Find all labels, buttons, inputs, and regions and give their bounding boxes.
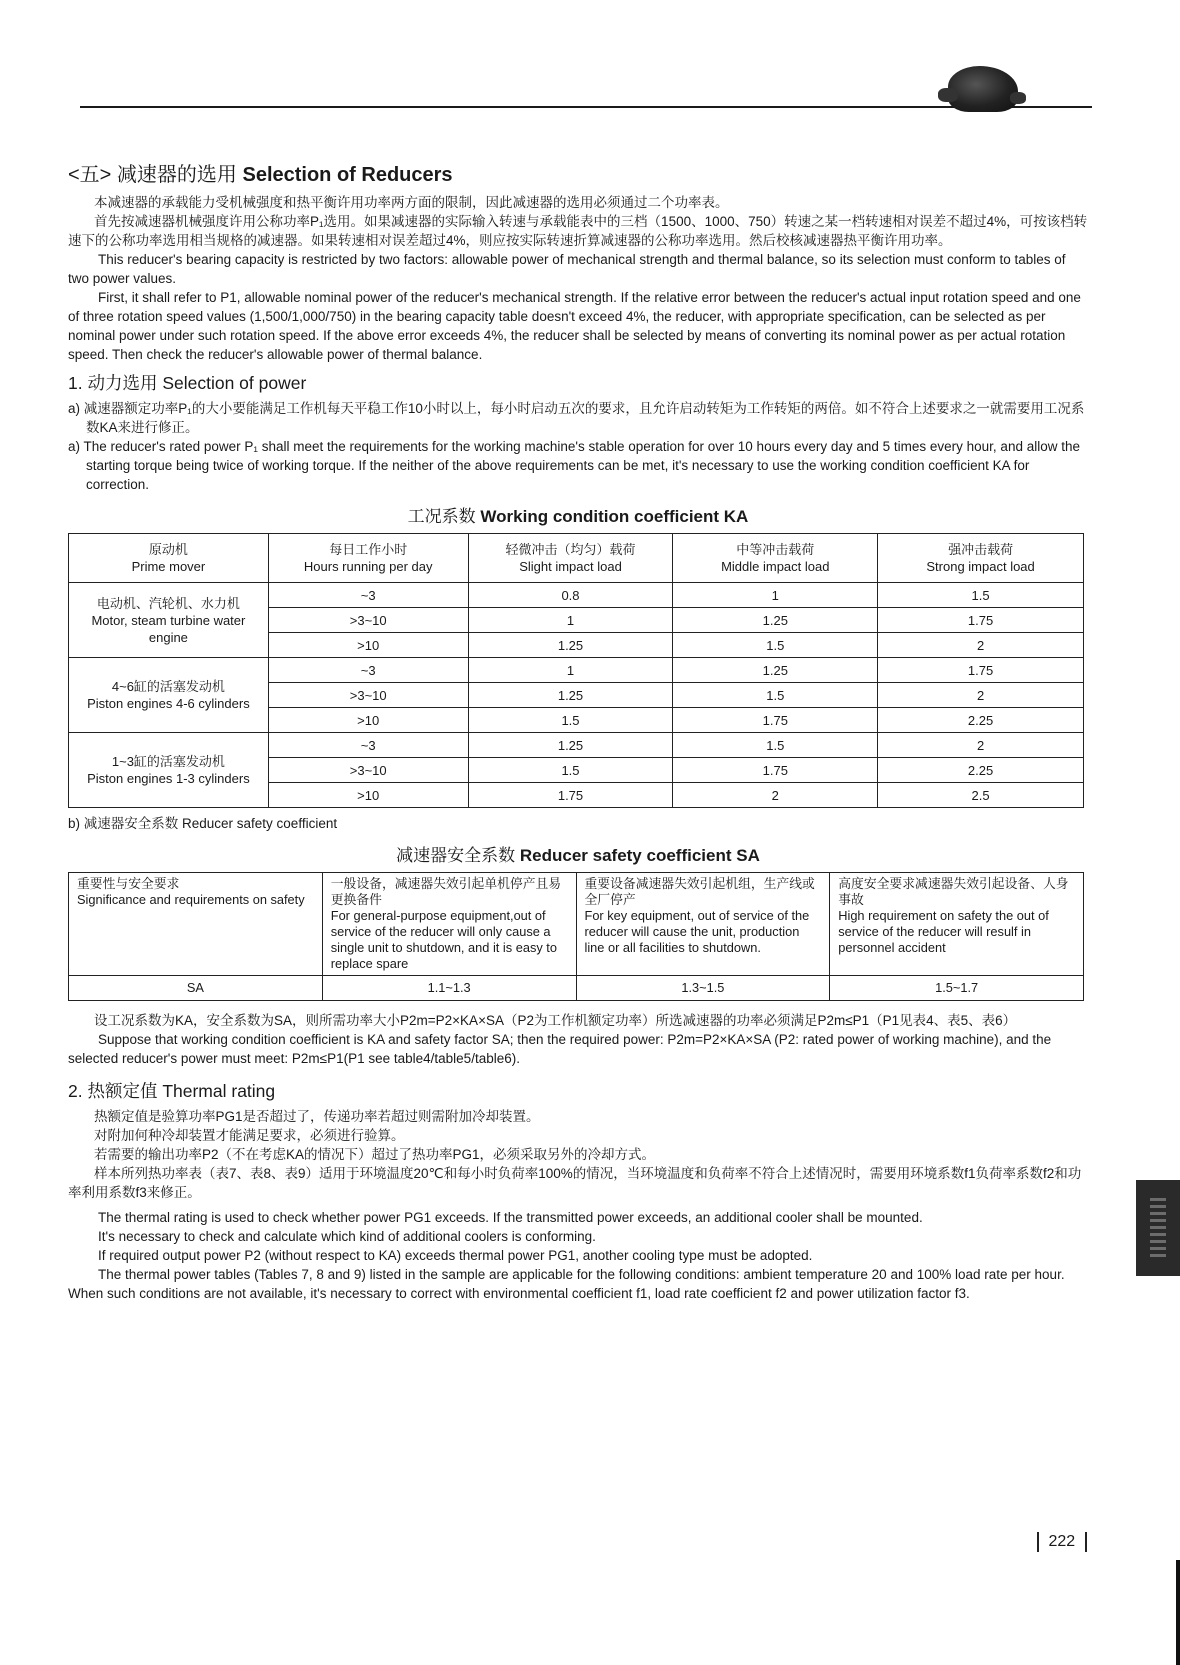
thermal-en-4: The thermal power tables (Tables 7, 8 and 9) listed in the sample are applicable for the following conditions: ambient temperature 20 and 100% load rate per hour. When such conditions are not available, it's necessary to correct with environmental coefficient f1, load rate coefficient f2 and power utilization factor f3. <box>68 1267 1065 1301</box>
hours-cell: >10 <box>268 708 468 733</box>
sa-header-key: 重要设备减速器失效引起机组，生产线或全厂停产 For key equipment, out of service of the reducer will cause the unit, production line or all facilities to shutdown. <box>576 873 830 976</box>
sa-value-cell: 1.3~1.5 <box>576 976 830 1001</box>
sa-header-high: 高度安全要求减速器失效引起设备、人身事故 High requirement on safety the out of service of the reducer will resulf in personnel accident <box>830 873 1084 976</box>
ka-cell: 2 <box>878 683 1084 708</box>
ka-cell: 1.25 <box>468 683 673 708</box>
ka-cell: 1 <box>468 658 673 683</box>
hours-cell: >3~10 <box>268 608 468 633</box>
sa-table <box>68 872 1084 1001</box>
ka-cell: 1 <box>468 608 673 633</box>
header-rule <box>80 106 1092 108</box>
sa-table-title: 减速器安全系数 Reducer safety coefficient SA <box>396 846 760 865</box>
ka-header-hours: 每日工作小时 Hours running per day <box>268 534 468 583</box>
section-1-b-label: b) 减速器安全系数 Reducer safety coefficient <box>68 816 338 831</box>
ka-cell: 1.75 <box>673 708 878 733</box>
table-row <box>69 658 1084 683</box>
thermal-cn-2: 对附加何种冷却装置才能满足要求，必须进行验算。 <box>94 1128 405 1143</box>
ka-cell: 1.75 <box>468 783 673 808</box>
sa-value-cell: 1.5~1.7 <box>830 976 1084 1001</box>
ka-header-slight: 轻微冲击（均匀）载荷 Slight impact load <box>468 534 673 583</box>
ka-cell: 1.75 <box>878 658 1084 683</box>
hours-cell: >10 <box>268 783 468 808</box>
ka-cell: 1.75 <box>878 608 1084 633</box>
thermal-cn-3: 若需要的输出功率P2（不在考虑KA的情况下）超过了热功率PG1，必须采取另外的冷却方式。 <box>94 1147 656 1162</box>
prime-mover-cell: 4~6缸的活塞发动机 Piston engines 4-6 cylinders <box>69 658 269 733</box>
intro-en-1: This reducer's bearing capacity is restricted by two factors: allowable power of mechanical strength and thermal balance, so its selection must conform to tables of two power values. <box>68 252 1066 286</box>
ka-header-prime-mover: 原动机 Prime mover <box>69 534 269 583</box>
ka-cell: 1.25 <box>673 658 878 683</box>
ka-cell: 0.8 <box>468 583 673 608</box>
edge-mark <box>1176 1560 1180 1665</box>
section-1-a-cn: a) 减速器额定功率P₁的大小要能满足工作机每天平稳工作10小时以上，每小时启动五次的要求，且允许启动转矩为工作转矩的两倍。如不符合上述要求之一就需要用工况系数KA来进行修正。 <box>68 401 1085 435</box>
ka-cell: 1.5 <box>878 583 1084 608</box>
intro-en-2: First, it shall refer to P1, allowable nominal power of the reducer's mechanical strength. If the relative error between the reducer's actual input rotation speed and one of three rotation speed values (1,500/1,000/750) in the bearing capacity table doesn't exceed 4%, the reducer, with appropriate specification, can be selected as per nominal power under such rotation speed. If the above error exceeds 4%, the reducer shall be selected by means of converting its nominal power as per actual rotation speed. Then check the reducer's allowable power of thermal balance. <box>68 290 1081 362</box>
reducer-logo-icon <box>948 66 1018 112</box>
ka-cell: 1.5 <box>468 708 673 733</box>
ka-cell: 2 <box>878 733 1084 758</box>
intro-cn-2: 首先按减速器机械强度许用公称功率P₁选用。如果减速器的实际输入转速与承载能表中的三档（1500、1000、750）转速之某一档转速相对误差不超过4%，可按该档转速下的公称功率选用相当规格的减速器。如果转速相对误差超过4%，则应按实际转速折算减速器的公称功率选用。然后校核减速器热平衡许用功率。 <box>68 214 1088 248</box>
prime-mover-cell: 电动机、汽轮机、水力机 Motor, steam turbine water engine <box>69 583 269 658</box>
ka-cell: 1.5 <box>468 758 673 783</box>
sa-value-cell: 1.1~1.3 <box>322 976 576 1001</box>
ka-header-row <box>69 534 1084 583</box>
hours-cell: ~3 <box>268 733 468 758</box>
prime-mover-cell: 1~3缸的活塞发动机 Piston engines 1-3 cylinders <box>69 733 269 808</box>
ka-cell: 1.5 <box>673 733 878 758</box>
hours-cell: ~3 <box>268 658 468 683</box>
formula-en: Suppose that working condition coefficient is KA and safety factor SA; then the required power: P2m=P2×KA×SA (P2: rated power of working machine), and the selected reducer's power must meet: P2m≤P1(P1 see table4/table5/table6). <box>68 1032 1052 1066</box>
section-2-title: 2. 热额定值 Thermal rating <box>68 1081 276 1101</box>
page-number: 222 <box>1027 1532 1097 1552</box>
ka-cell: 2.5 <box>878 783 1084 808</box>
ka-cell: 1 <box>673 583 878 608</box>
ka-table <box>68 533 1084 808</box>
ka-header-strong: 强冲击载荷 Strong impact load <box>878 534 1084 583</box>
side-index-tab <box>1136 1180 1180 1276</box>
sa-header-significance: 重要性与安全要求 Significance and requirements on safety <box>69 873 323 976</box>
hours-cell: ~3 <box>268 583 468 608</box>
ka-cell: 1.75 <box>673 758 878 783</box>
ka-cell: 2 <box>878 633 1084 658</box>
ka-cell: 1.5 <box>673 633 878 658</box>
sa-label-cell: SA <box>69 976 323 1001</box>
ka-cell: 1.25 <box>673 608 878 633</box>
section-1-title: 1. 动力选用 Selection of power <box>68 373 307 393</box>
hours-cell: >3~10 <box>268 758 468 783</box>
hours-cell: >10 <box>268 633 468 658</box>
thermal-en-3: If required output power P2 (without respect to KA) exceeds thermal power PG1, another cooling type must be adopted. <box>98 1248 813 1263</box>
ka-cell: 2 <box>673 783 878 808</box>
ka-cell: 1.25 <box>468 733 673 758</box>
ka-cell: 2.25 <box>878 758 1084 783</box>
formula-cn: 设工况系数为KA，安全系数为SA，则所需功率大小P2m=P2×KA×SA（P2为工作机额定功率）所选减速器的功率必须满足P2m≤P1（P1见表4、表5、表6） <box>94 1013 1017 1028</box>
hours-cell: >3~10 <box>268 683 468 708</box>
table-row <box>69 733 1084 758</box>
ka-cell: 2.25 <box>878 708 1084 733</box>
ka-cell: 1.25 <box>468 633 673 658</box>
sa-header-general: 一般设备，减速器失效引起单机停产且易更换备件 For general-purpose equipment,out of service of the reducer will only cause a single unit to shutdown, and it is easy to replace spare <box>322 873 576 976</box>
page-content <box>68 158 1088 1303</box>
thermal-en-2: It's necessary to check and calculate which kind of additional coolers is conforming. <box>98 1229 596 1244</box>
thermal-en-1: The thermal rating is used to check whether power PG1 exceeds. If the transmitted power exceeds, an additional cooler shall be mounted. <box>98 1210 923 1225</box>
intro-cn-1: 本减速器的承载能力受机械强度和热平衡许用功率两方面的限制，因此减速器的选用必须通过二个功率表。 <box>94 195 729 210</box>
page-title: <五> 减速器的选用 Selection of Reducers <box>68 164 453 186</box>
ka-table-title: 工况系数 Working condition coefficient KA <box>407 507 749 526</box>
sa-values-row <box>69 976 1084 1001</box>
ka-header-middle: 中等冲击载荷 Middle impact load <box>673 534 878 583</box>
ka-cell: 1.5 <box>673 683 878 708</box>
sa-header-row <box>69 873 1084 976</box>
thermal-cn-4: 样本所列热功率表（表7、表8、表9）适用于环境温度20℃和每小时负荷率100%的情况，当环境温度和负荷率不符合上述情况时，需要用环境系数f1负荷率系数f2和功率利用系数f3来修正。 <box>68 1166 1082 1200</box>
section-1-a-en: a) The reducer's rated power P₁ shall meet the requirements for the working machine's stable operation for over 10 hours every day and 5 times every hour, and allow the starting torque being twice of working torque. If the neither of the above requirements can be met, it's necessary to use the working condition coefficient KA for correction. <box>68 439 1080 492</box>
thermal-cn-1: 热额定值是验算功率PG1是否超过了，传递功率若超过则需附加冷却装置。 <box>94 1109 540 1124</box>
table-row <box>69 583 1084 608</box>
